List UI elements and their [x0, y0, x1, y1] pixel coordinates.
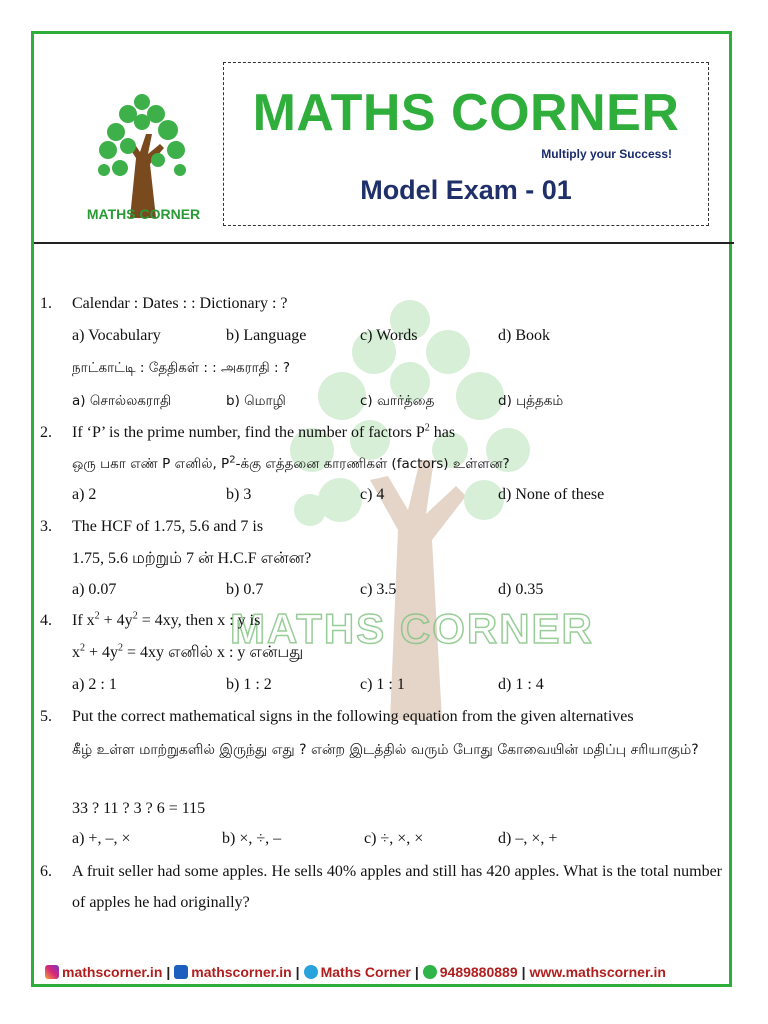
option-b-tamil: b) மொழி — [226, 393, 286, 409]
option-c: c) 1 : 1 — [360, 676, 405, 693]
option-d: d) None of these — [498, 486, 605, 503]
option-c: c) Words — [360, 327, 418, 344]
exam-title: Model Exam - 01 — [360, 175, 572, 205]
footer: mathscorner.in | mathscorner.in | Maths Corner | 9489880889 | www.mathscorner.in — [45, 964, 725, 980]
option-a: a) Vocabulary — [72, 327, 161, 344]
question-text: If $x^2 + 4y^2 = 4xy$, then x : y is — [72, 610, 261, 629]
question-tamil: கீழ் உள்ள மாற்றுகளில் இருந்து எது ? என்ற இடத்தில் வரும் போது கோவையின் மதிப்பு சரியாகும்? — [72, 742, 699, 758]
option-b: b) 0.7 — [226, 581, 264, 598]
question-number: 3. — [40, 518, 52, 535]
telegram-link[interactable]: Maths Corner — [320, 964, 411, 980]
tagline: Multiply your Success! — [541, 147, 672, 161]
option-d-tamil: d) புத்தகம் — [498, 393, 564, 409]
question-text: A fruit seller had some apples. He sells 40% apples and still has 420 apples. What is the total number of apples he had originally? — [72, 863, 722, 911]
equation: 33 ? 11 ? 3 ? 6 = 115 — [72, 800, 206, 817]
option-a-tamil: a) சொல்லகராதி — [72, 393, 172, 409]
option-a: a) 0.07 — [72, 581, 117, 598]
header-box — [223, 62, 709, 226]
whatsapp-number[interactable]: 9489880889 — [439, 964, 518, 980]
option-a: a) +, –, × — [72, 830, 131, 847]
brand-title: MATHS CORNER — [252, 84, 680, 142]
watermark-tree-icon — [270, 300, 550, 720]
website-link[interactable]: www.mathscorner.in — [529, 964, 666, 980]
option-a: a) 2 : 1 — [72, 676, 117, 693]
option-c: c) ÷, ×, × — [364, 830, 424, 847]
option-d: d) –, ×, + — [498, 830, 558, 847]
watermark-text: MATHS CORNER — [230, 605, 594, 652]
question-tamil: 1.75, 5.6 மற்றும் 7 ன் H.C.F என்ன? — [72, 550, 312, 567]
question-text: If ‘P’ is the prime number, find the number of factors $P^2$ has — [72, 422, 456, 441]
question-text: Calendar : Dates : : Dictionary : ? — [72, 295, 288, 312]
option-b: b) ×, ÷, – — [222, 830, 282, 847]
question-tamil: நாட்காட்டி : தேதிகள் : : அகராதி : ? — [72, 360, 291, 376]
option-b: b) 3 — [226, 486, 252, 503]
facebook-icon — [174, 965, 188, 979]
question-number: 4. — [40, 612, 52, 629]
question-number: 1. — [40, 295, 52, 312]
option-d: d) 1 : 4 — [498, 676, 544, 693]
question-number: 5. — [40, 708, 52, 725]
option-c: c) 4 — [360, 486, 385, 503]
option-b: b) 1 : 2 — [226, 676, 272, 693]
question-number: 2. — [40, 424, 52, 441]
logo-caption: MATHS CORNER — [86, 206, 201, 222]
header-divider — [34, 242, 734, 244]
question-tamil: $x^2 + 4y^2 = 4xy$ எனில் x : y என்பது — [72, 642, 304, 661]
question-text: Put the correct mathematical signs in the following equation from the given alternatives — [72, 708, 634, 725]
question-tamil: ஒரு பகா எண் P எனில், $P^2-க்கு$ எத்தனை காரணிகள் (factors) உள்ளன? — [72, 454, 510, 472]
instagram-icon — [45, 965, 59, 979]
option-d: d) Book — [498, 327, 550, 344]
telegram-icon — [304, 965, 318, 979]
option-b: b) Language — [226, 327, 307, 344]
option-d: d) 0.35 — [498, 581, 544, 598]
whatsapp-icon — [423, 965, 437, 979]
option-a: a) 2 — [72, 486, 97, 503]
option-c: c) 3.5 — [360, 581, 397, 598]
question-text: The HCF of 1.75, 5.6 and 7 is — [72, 518, 264, 535]
instagram-link[interactable]: mathscorner.in — [62, 964, 163, 980]
option-c-tamil: c) வார்த்தை — [360, 393, 435, 409]
facebook-link[interactable]: mathscorner.in — [191, 964, 292, 980]
question-number: 6. — [40, 863, 52, 880]
